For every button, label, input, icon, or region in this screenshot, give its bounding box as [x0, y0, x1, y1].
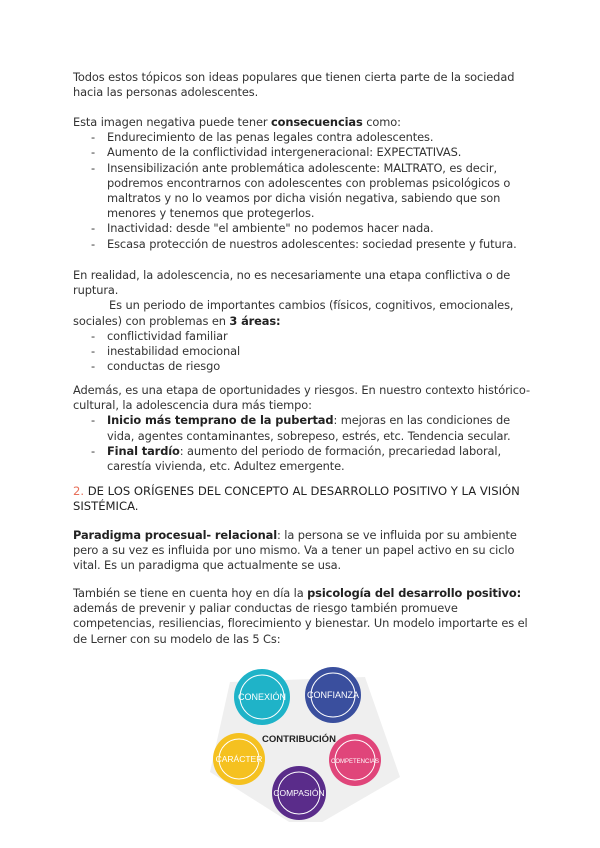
five-cs-diagram — [205, 662, 405, 822]
opportunities-list — [73, 413, 533, 474]
list-item: - conflictividad familiar — [73, 329, 533, 344]
positive-bold: psicología del desarrollo positivo: — [307, 586, 522, 600]
lead-after: como: — [362, 115, 401, 129]
positive-text — [73, 586, 533, 647]
item-bold: Final tardío — [107, 443, 180, 458]
areas-list — [73, 329, 533, 375]
intro-text: Todos estos tópicos son ideas populares que tienen cierta parte de la sociedad hacia las personas adolescentes. — [73, 70, 515, 100]
list-item: - inestabilidad emocional — [73, 344, 533, 359]
list-item: - Endurecimiento de las penas legales contra adolescentes. — [73, 130, 533, 145]
compasion-label: COMPASIÓN — [273, 788, 325, 798]
competencias-circle — [329, 734, 381, 786]
item-bold: Inicio más temprano de la pubertad — [107, 413, 334, 428]
list-item: - conductas de riesgo — [73, 359, 533, 374]
list-item: - Aumento de la conflictividad intergeneracional: EXPECTATIVAS. — [73, 145, 533, 160]
reality-p2 — [73, 298, 533, 328]
list-item: - Insensibilización ante problemática adolescente: MALTRATO, es decir, podremos encontrarnos con adolescentes con problemas psicológicos o maltratos y no lo veamos por dicha visión negativa, sabiendo que son menores y tenemos que protegerlos. — [73, 161, 533, 222]
list-item — [73, 413, 533, 443]
section-heading — [73, 484, 533, 514]
paradigm-bold: Paradigma procesual- relacional — [73, 528, 278, 542]
paradigm-paragraph — [73, 528, 533, 574]
positive-after: además de prevenir y paliar conductas de riesgo también promueve competencias, resiliencias, florecimiento y bienestar. Un modelo importarte es el de Lerner con su modelo de las 5 Cs: — [73, 601, 528, 646]
caracter-label: CARÁCTER — [215, 754, 263, 764]
opportunities-section — [73, 383, 533, 474]
item-text: : aumento del periodo de formación, precariedad laboral, carestía vivienda, etc. Adultez emergente. — [107, 443, 502, 474]
item-text: : mejoras en las condiciones de vida, agentes contaminantes, sobrepeso, estrés, etc. Tendencia secular. — [107, 413, 511, 443]
intro-paragraph — [73, 70, 533, 100]
reality-section — [73, 268, 533, 374]
list-item: - Inactividad: desde "el ambiente" no podemos hacer nada. — [73, 221, 533, 236]
reality-p2-bold: 3 áreas: — [229, 313, 281, 328]
compasion-circle — [272, 766, 326, 820]
lead-text: Esta imagen negativa puede tener — [73, 115, 271, 129]
list-item — [73, 444, 533, 474]
confianza-label: CONFIANZA — [306, 690, 360, 700]
consequences-list — [73, 130, 533, 252]
reality-p1: En realidad, la adolescencia, no es necesariamente una etapa conflictiva o de ruptura. — [73, 268, 511, 298]
paradigm-text — [73, 528, 533, 574]
lead-bold: consecuencias — [270, 115, 363, 129]
conexion-circle — [234, 669, 290, 725]
section-title: DE LOS ORÍGENES DEL CONCEPTO AL DESARROLLO POSITIVO Y LA VISIÓN SISTÉMICA. — [73, 484, 520, 514]
consequences-lead — [73, 115, 533, 130]
center-label: CONTRIBUCIÓN — [262, 734, 336, 745]
reality-p2-text: Es un periodo de importantes cambios (físicos, cognitivos, emocionales, sociales) con problemas en — [73, 298, 514, 328]
caracter-circle — [213, 733, 265, 785]
section-number: 2. — [73, 484, 85, 498]
opportunities-text: Además, es una etapa de oportunidades y riesgos. En nuestro contexto histórico-cultural, la adolescencia dura más tiempo: — [73, 383, 530, 413]
positive-paragraph — [73, 586, 533, 647]
list-item: - Escasa protección de nuestros adolescentes: sociedad presente y futura. — [73, 237, 533, 252]
conexion-label: CONEXIÓN — [237, 692, 287, 702]
positive-before: También se tiene en cuenta hoy en día la — [73, 586, 308, 600]
paradigm-rest: : la persona se ve influida por su ambiente pero a su vez es influida por uno mismo. Va a tener un papel activo en su ciclo vital. Es un paradigma que actualmente se usa. — [73, 528, 517, 573]
consequences-section — [73, 115, 533, 252]
confianza-circle — [305, 667, 361, 723]
competencias-label: COMPETENCIAS — [330, 759, 380, 765]
